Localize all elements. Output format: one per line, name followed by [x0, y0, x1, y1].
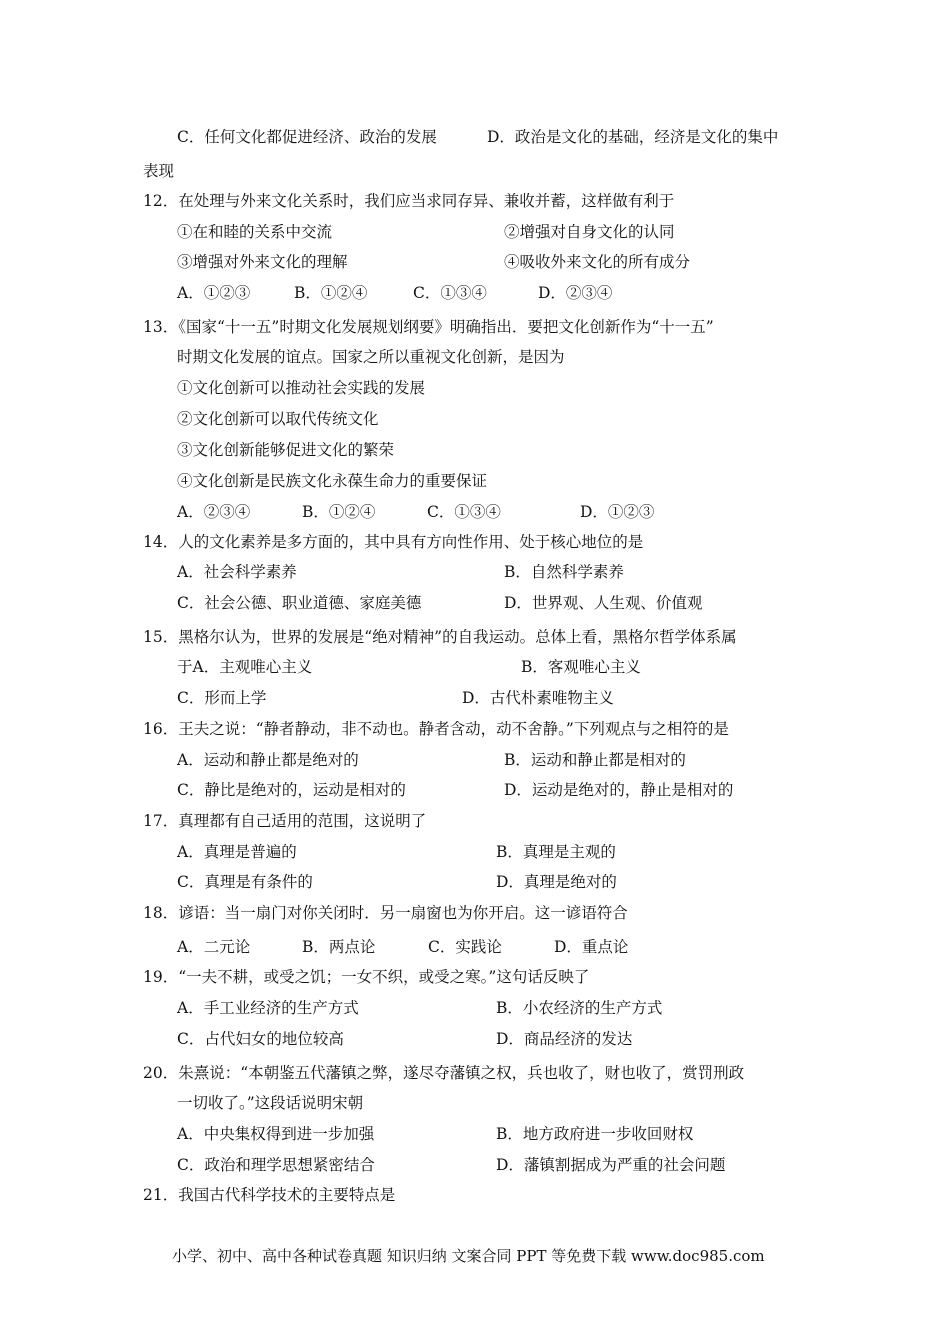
- q13-option-a: A．②③④: [177, 503, 251, 521]
- q17-option-a: A．真理是普遍的: [177, 843, 297, 861]
- q20-option-d: D．藩镇割据成为严重的社会问题: [496, 1156, 726, 1174]
- q20-option-c: C．政治和理学思想紧密结合: [177, 1156, 375, 1174]
- q11-option-c: C．任何文化都促进经济、政治的发展: [177, 128, 437, 146]
- q19-option-b: B．小农经济的生产方式: [496, 999, 663, 1017]
- q18-stem: 18．谚语：当一扇门对你关闭时．另一扇窗也为你开启。这一谚语符合: [143, 904, 628, 922]
- q13-option-c: C．①③④: [427, 503, 501, 521]
- q16-option-c: C．静比是绝对的，运动是相对的: [177, 781, 406, 799]
- q18-option-d: D．重点论: [554, 938, 629, 956]
- q14-option-b: B．自然科学素养: [504, 563, 624, 581]
- q13-item-2: ②文化创新可以取代传统文化: [177, 410, 379, 428]
- q13-item-4: ④文化创新是民族文化永葆生命力的重要保证: [177, 472, 488, 490]
- q16-stem: 16．王夫之说：“静者静动，非不动也。静者含动，动不舍静。”下列观点与之相符的是: [143, 720, 729, 738]
- q17-option-b: B．真理是主观的: [496, 843, 616, 861]
- q12-item-1: ①在和睦的关系中交流: [177, 223, 333, 241]
- q14-option-c: C．社会公德、职业道德、家庭美德: [177, 594, 422, 612]
- q19-option-c: C．占代妇女的地位较高: [177, 1030, 344, 1048]
- q15-option-d: D．古代朴素唯物主义: [462, 689, 614, 707]
- q16-option-b: B．运动和静止都是相对的: [504, 751, 686, 769]
- q17-option-c: C．真理是有条件的: [177, 873, 313, 891]
- q12-item-4: ④吸收外来文化的所有成分: [504, 253, 691, 271]
- q16-option-a: A．运动和静止都是绝对的: [177, 751, 359, 769]
- q20-option-b: B．地方政府进一步收回财权: [496, 1125, 694, 1143]
- q13-stem-line-1: 13．《国家“十一五”时期文化发展规划纲要》明确指出．要把文化创新作为“十一五”: [143, 318, 714, 336]
- q14-option-a: A．社会科学素养: [177, 563, 297, 581]
- q12-option-b: B．①②④: [294, 284, 368, 302]
- q17-option-d: D．真理是绝对的: [496, 873, 617, 891]
- q13-option-b: B．①②④: [302, 503, 376, 521]
- q15-option-a: 于A．主观唯心主义: [177, 658, 313, 676]
- q19-option-a: A．手工业经济的生产方式: [177, 999, 359, 1017]
- q14-option-d: D．世界观、人生观、价值观: [504, 594, 703, 612]
- q13-item-1: ①文化创新可以推动社会实践的发展: [177, 379, 426, 397]
- q18-option-c: C．实践论: [428, 938, 502, 956]
- q11-option-d-continued: 表现: [143, 162, 175, 180]
- q12-item-2: ②增强对自身文化的认同: [504, 223, 675, 241]
- q15-stem: 15．黑格尔认为，世界的发展是“绝对精神”的自我运动。总体上看，黑格尔哲学体系属: [143, 628, 737, 646]
- q15-option-b: B．客观唯心主义: [521, 658, 641, 676]
- q11-option-d: D．政治是文化的基础，经济是文化的集中: [487, 128, 779, 146]
- q21-stem: 21．我国古代科学技术的主要特点是: [143, 1186, 396, 1204]
- q20-stem-line-1: 20．朱熹说：“本朝鉴五代藩镇之弊，遂尽夺藩镇之权，兵也收了，财也收了，赏罚刑政: [143, 1064, 745, 1082]
- q12-option-c: C．①③④: [413, 284, 487, 302]
- q12-item-3: ③增强对外来文化的理解: [177, 253, 348, 271]
- q12-option-d: D．②③④: [538, 284, 613, 302]
- q12-stem: 12．在处理与外来文化关系时，我们应当求同存异、兼收并蓄，这样做有利于: [143, 192, 675, 210]
- q20-stem-line-2: 一切收了。”这段话说明宋朝: [177, 1094, 364, 1112]
- q17-stem: 17．真理都有自己适用的范围，这说明了: [143, 812, 427, 830]
- q16-option-d: D．运动是绝对的，静止是相对的: [504, 781, 734, 799]
- q18-option-b: B．两点论: [302, 938, 376, 956]
- q13-option-d: D．①②③: [580, 503, 655, 521]
- q18-option-a: A．二元论: [177, 938, 251, 956]
- q13-stem-line-2: 时期文化发展的谊点。国家之所以重视文化创新，是因为: [177, 348, 565, 366]
- q15-option-c: C．形而上学: [177, 689, 267, 707]
- q19-stem: 19．“一夫不耕，或受之饥；一女不织，或受之寒。”这句话反映了: [143, 968, 590, 986]
- page-footer: 小学、初中、高中各种试卷真题 知识归纳 文案合同 PPT 等免费下载 www.doc985.com: [172, 1247, 765, 1265]
- q12-option-a: A．①②③: [177, 284, 251, 302]
- q20-option-a: A．中央集权得到进一步加强: [177, 1125, 375, 1143]
- q13-item-3: ③文化创新能够促进文化的繁荣: [177, 441, 395, 459]
- q14-stem: 14．人的文化素养是多方面的，其中具有方向性作用、处于核心地位的是: [143, 533, 644, 551]
- q19-option-d: D．商品经济的发达: [496, 1030, 633, 1048]
